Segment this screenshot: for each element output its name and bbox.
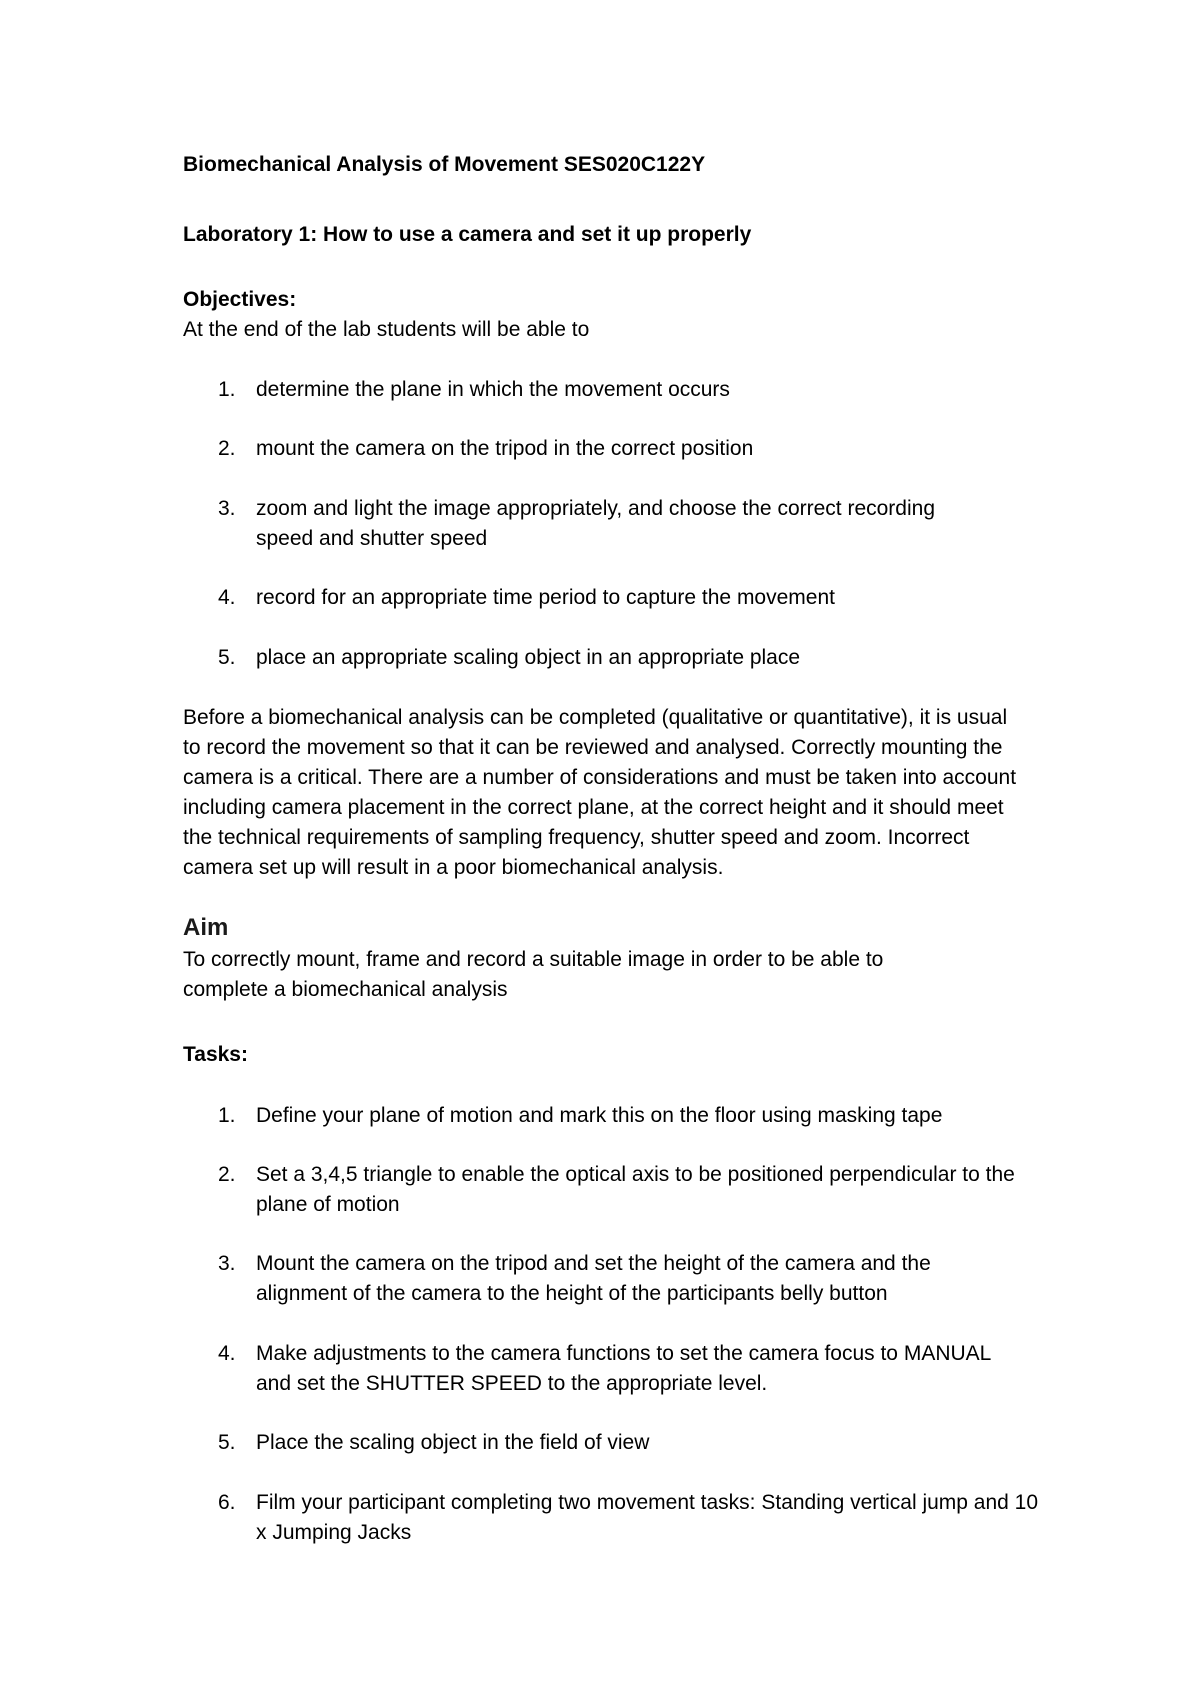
list-number: 6.	[218, 1491, 236, 1514]
list-text: determine the plane in which the movement occurs	[256, 378, 730, 401]
list-text: mount the camera on the tripod in the correct position	[256, 437, 754, 460]
introduction-paragraph: Before a biomechanical analysis can be completed (qualitative or quantitative), it is usual to record the movement so that it can be reviewed and analysed. Correctly mounting the camera is a critical. There are a number of considerations and must be taken into account including camera placement in the correct plane, at the correct height and it should meet the technical requirements of sampling frequency, shutter speed and zoom. Incorrect camera set up will result in a poor biomechanical analysis.	[183, 706, 1017, 879]
tasks-heading: Tasks:	[183, 1043, 248, 1066]
list-text: Place the scaling object in the field of view	[256, 1431, 650, 1454]
list-number: 1.	[218, 378, 236, 401]
list-text: Make adjustments to the camera functions to set the camera focus to MANUAL and set the SHUTTER SPEED to the appropriate level.	[256, 1342, 991, 1395]
list-text: Define your plane of motion and mark this on the floor using masking tape	[256, 1104, 943, 1127]
list-number: 2.	[218, 1163, 236, 1186]
list-text: place an appropriate scaling object in an appropriate place	[256, 646, 801, 669]
list-text: Film your participant completing two movement tasks: Standing vertical jump and 10 x Jumping Jacks	[256, 1491, 1039, 1544]
objectives-intro: At the end of the lab students will be able to	[183, 318, 590, 341]
list-text: Mount the camera on the tripod and set the height of the camera and the alignment of the camera to the height of the participants belly button	[256, 1252, 931, 1305]
list-number: 1.	[218, 1104, 236, 1127]
list-number: 5.	[218, 646, 236, 669]
list-text: zoom and light the image appropriately, and choose the correct recording speed and shutter speed	[256, 497, 936, 550]
list-number: 3.	[218, 497, 236, 520]
document-title: Biomechanical Analysis of Movement SES020C122Y	[183, 153, 706, 176]
list-text: record for an appropriate time period to capture the movement	[256, 586, 835, 609]
list-number: 5.	[218, 1431, 236, 1454]
aim-text: To correctly mount, frame and record a suitable image in order to be able to complete a biomechanical analysis	[183, 948, 884, 1001]
list-number: 2.	[218, 437, 236, 460]
list-number: 4.	[218, 586, 236, 609]
list-text: Set a 3,4,5 triangle to enable the optical axis to be positioned perpendicular to the plane of motion	[256, 1163, 1015, 1216]
objectives-heading: Objectives:	[183, 288, 297, 311]
aim-heading: Aim	[183, 914, 229, 941]
lab-title: Laboratory 1: How to use a camera and set it up properly	[183, 223, 752, 246]
list-number: 4.	[218, 1342, 236, 1365]
list-number: 3.	[218, 1252, 236, 1275]
